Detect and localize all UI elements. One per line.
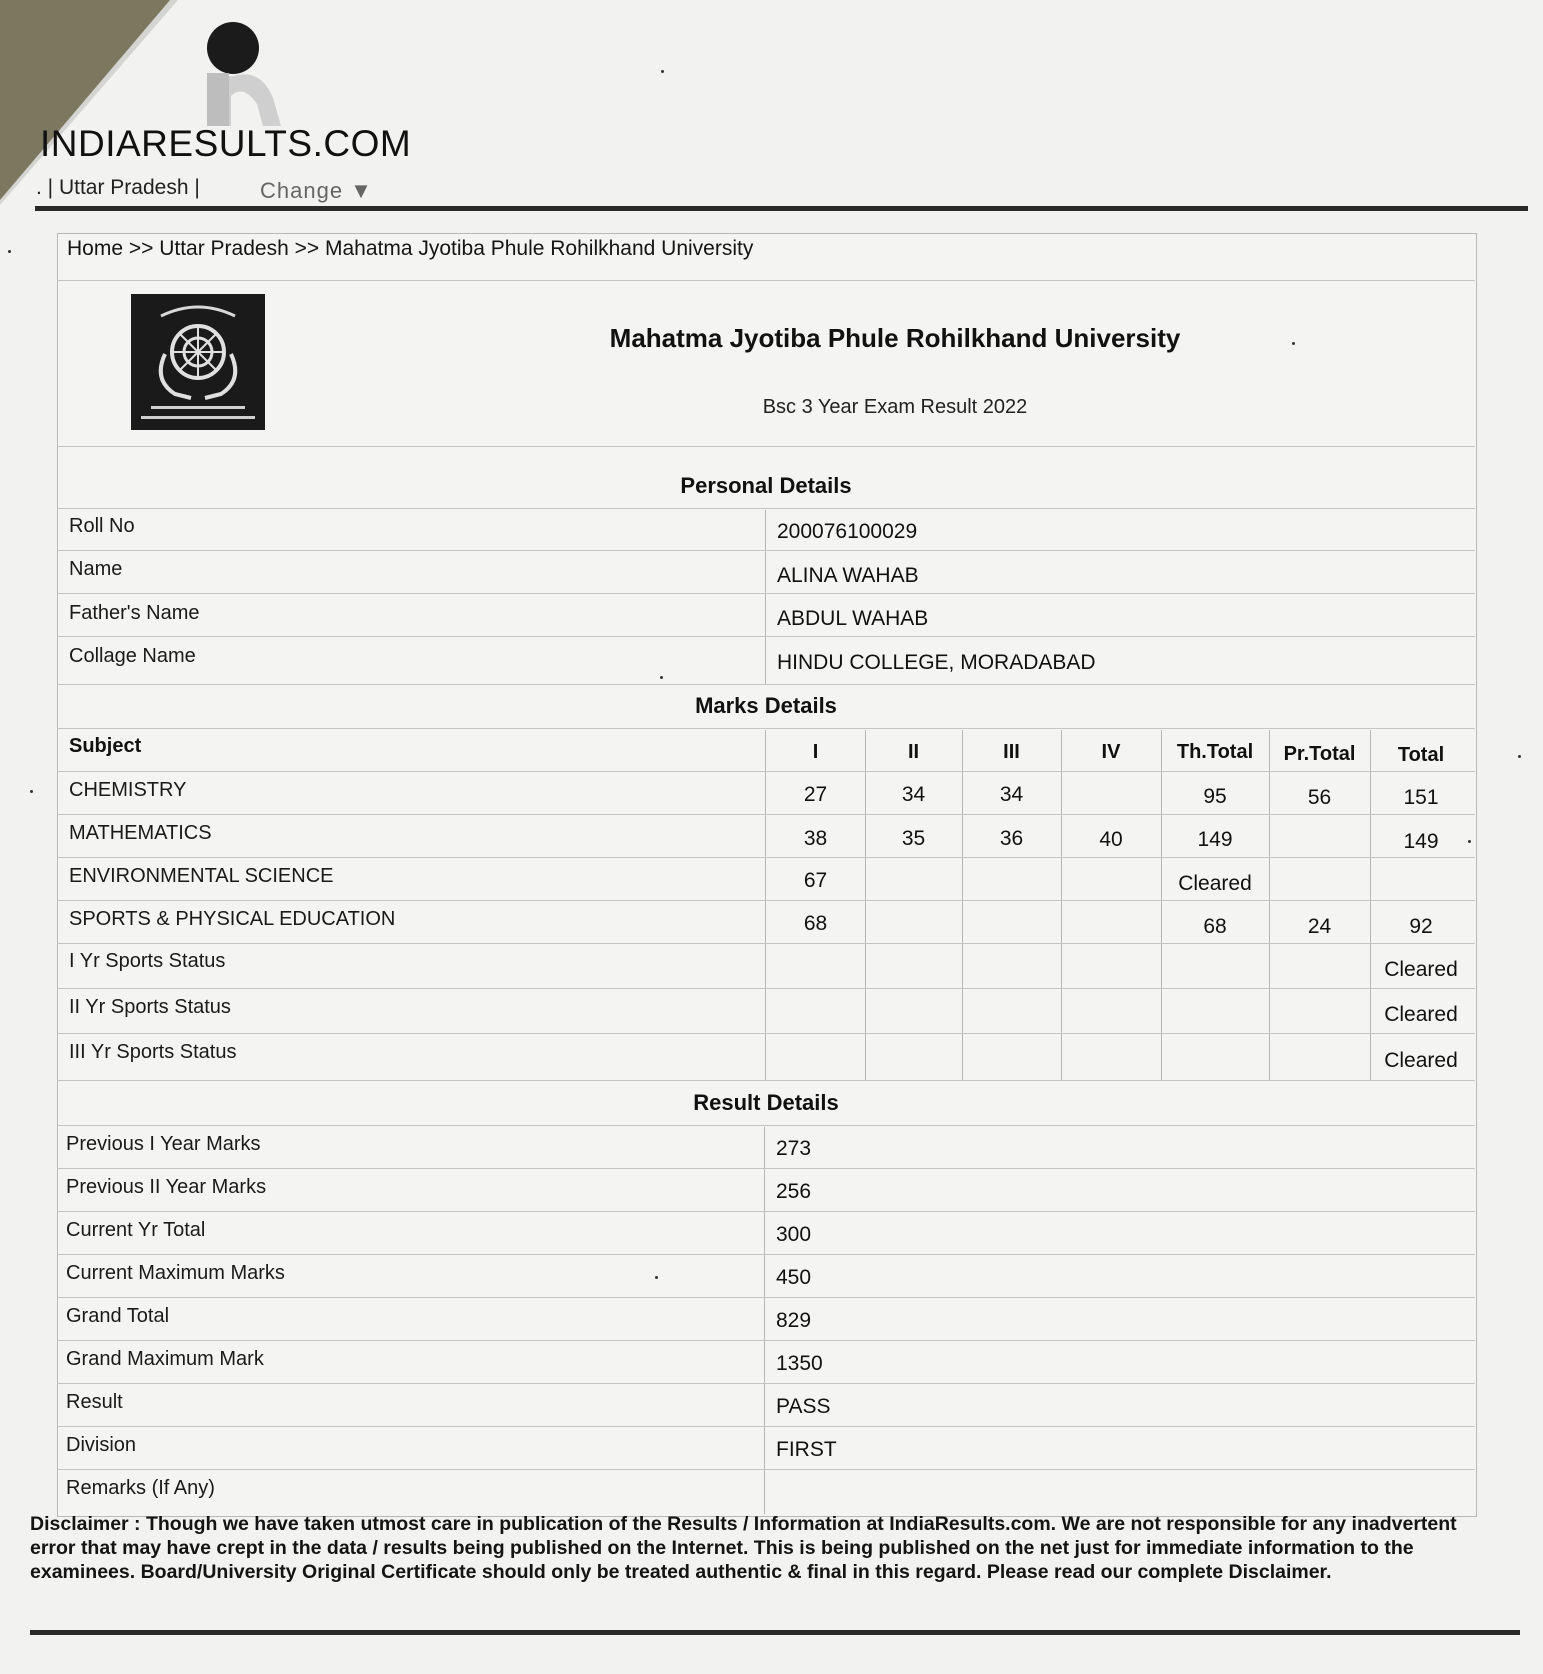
header-i: I (812, 741, 819, 763)
column-divider (1161, 730, 1162, 1080)
mark-cell: Cleared (1384, 1003, 1458, 1026)
header-rule (35, 206, 1528, 211)
disclaimer-text: Disclaimer : Though we have taken utmost care in publication of the Results / Information at IndiaResults.com. We are not responsible for any inadvertent error that may have crept in the data / results being published on the Internet. This is being published on the net just for immediate information to the examinees. Board/University Original Certificate should only be treated authentic & final in this regard. Please read our complete Disclaimer. (30, 1513, 1457, 1583)
header-iv: IV (1101, 741, 1121, 763)
divider (57, 1469, 1475, 1470)
subject-name: II Yr Sports Status (69, 996, 231, 1018)
result-label: Result (66, 1391, 123, 1413)
mark-cell: 56 (1307, 786, 1332, 809)
divider (57, 814, 1475, 815)
column-divider (765, 730, 766, 1080)
header-pr-total: Pr.Total (1283, 743, 1356, 765)
college-name-value: HINDU COLLEGE, MORADABAD (777, 651, 1096, 674)
footer-rule (30, 1630, 1520, 1635)
roll-no-label: Roll No (69, 515, 135, 537)
header-th-total: Th.Total (1176, 741, 1254, 763)
subject-name: MATHEMATICS (69, 822, 212, 844)
divider (57, 550, 1475, 551)
mark-cell: Cleared (1384, 1049, 1458, 1072)
mark-cell: 68 (803, 912, 828, 935)
college-name-label: Collage Name (69, 645, 196, 667)
column-divider (1061, 730, 1062, 1080)
result-label: Current Yr Total (66, 1219, 206, 1241)
divider (57, 684, 1475, 685)
mark-cell: 34 (901, 783, 926, 806)
divider (57, 1211, 1475, 1212)
site-logo-icon[interactable] (173, 18, 283, 128)
header-iii: III (1003, 741, 1020, 763)
scan-speck (1468, 840, 1471, 843)
subject-name: I Yr Sports Status (69, 950, 226, 972)
result-value: 450 (776, 1266, 812, 1289)
divider (57, 1426, 1475, 1427)
result-value: FIRST (776, 1438, 837, 1461)
subject-name: SPORTS & PHYSICAL EDUCATION (69, 908, 396, 930)
divider (57, 1340, 1475, 1341)
father-name-label: Father's Name (69, 602, 200, 624)
header-subject: Subject (69, 735, 142, 757)
university-name: Mahatma Jyotiba Phule Rohilkhand University (609, 323, 1181, 353)
result-label: Grand Maximum Mark (66, 1348, 264, 1370)
mark-cell: 151 (1403, 786, 1439, 809)
result-label: Previous I Year Marks (66, 1133, 261, 1155)
father-name-value: ABDUL WAHAB (777, 607, 929, 630)
name-value: ALINA WAHAB (777, 564, 919, 587)
mark-cell: 24 (1307, 915, 1332, 938)
university-emblem-icon (131, 294, 265, 430)
scan-speck (661, 70, 664, 73)
divider (57, 900, 1475, 901)
scan-speck (1292, 342, 1295, 345)
divider (57, 943, 1475, 944)
mark-cell: Cleared (1384, 958, 1458, 981)
divider (57, 280, 1475, 281)
subject-name: CHEMISTRY (69, 779, 187, 801)
column-divider (764, 1127, 765, 1514)
mark-cell: 36 (999, 827, 1024, 850)
mark-cell: 92 (1409, 915, 1433, 938)
divider (57, 1125, 1475, 1126)
result-value: 273 (776, 1137, 812, 1160)
column-divider (1370, 730, 1371, 1080)
subject-name: III Yr Sports Status (69, 1041, 237, 1063)
divider (57, 988, 1475, 989)
name-label: Name (69, 558, 123, 580)
exam-title: Bsc 3 Year Exam Result 2022 (762, 396, 1028, 418)
scan-speck (8, 250, 11, 253)
divider (57, 1383, 1475, 1384)
divider (57, 1254, 1475, 1255)
result-value: 829 (776, 1309, 812, 1332)
divider (57, 593, 1475, 594)
mark-cell: 68 (1203, 915, 1227, 938)
result-label: Grand Total (66, 1305, 170, 1327)
subject-name: ENVIRONMENTAL SCIENCE (69, 865, 334, 887)
result-value: 1350 (776, 1352, 823, 1375)
roll-no-value: 200076100029 (777, 520, 918, 543)
result-value: PASS (776, 1395, 831, 1418)
mark-cell: 35 (901, 827, 926, 850)
mark-cell: 95 (1203, 785, 1227, 808)
marks-details-title: Marks Details (695, 693, 837, 718)
result-label: Previous II Year Marks (66, 1176, 267, 1198)
divider (57, 857, 1475, 858)
result-details-title: Result Details (693, 1090, 839, 1115)
result-label: Remarks (If Any) (66, 1477, 215, 1499)
header-total: Total (1397, 744, 1445, 766)
column-divider (1269, 730, 1270, 1080)
state-selector-label: . | Uttar Pradesh | (36, 176, 200, 199)
result-label: Division (66, 1434, 137, 1456)
scan-speck (30, 790, 33, 793)
mark-cell: 40 (1099, 828, 1123, 851)
divider (57, 446, 1475, 447)
mark-cell: 149 (1403, 830, 1439, 853)
divider (57, 636, 1475, 637)
mark-cell: 149 (1197, 828, 1233, 851)
column-divider (765, 510, 766, 684)
divider (57, 771, 1475, 772)
mark-cell: 38 (803, 827, 828, 850)
scan-speck (660, 676, 663, 679)
result-value: 256 (776, 1180, 812, 1203)
divider (57, 1033, 1475, 1034)
site-header (30, 18, 450, 203)
mark-cell: 34 (999, 783, 1024, 806)
divider (57, 1297, 1475, 1298)
divider (57, 1080, 1475, 1081)
divider (57, 508, 1475, 509)
divider (57, 1168, 1475, 1169)
header-ii: II (907, 741, 920, 763)
change-state-link[interactable]: Change ▼ (260, 178, 373, 203)
mark-cell: 27 (803, 783, 828, 806)
divider (57, 728, 1475, 729)
mark-cell: Cleared (1178, 872, 1252, 895)
mark-cell: 67 (803, 869, 828, 892)
result-value: 300 (776, 1223, 812, 1246)
scan-speck (1518, 755, 1521, 758)
result-label: Current Maximum Marks (66, 1262, 285, 1284)
site-name[interactable]: INDIARESULTS.COM (40, 123, 412, 164)
university-seal (131, 294, 265, 430)
personal-details-title: Personal Details (680, 473, 852, 498)
scan-speck (655, 1276, 658, 1279)
breadcrumb[interactable]: Home >> Uttar Pradesh >> Mahatma Jyotiba Phule Rohilkhand University (67, 237, 754, 260)
